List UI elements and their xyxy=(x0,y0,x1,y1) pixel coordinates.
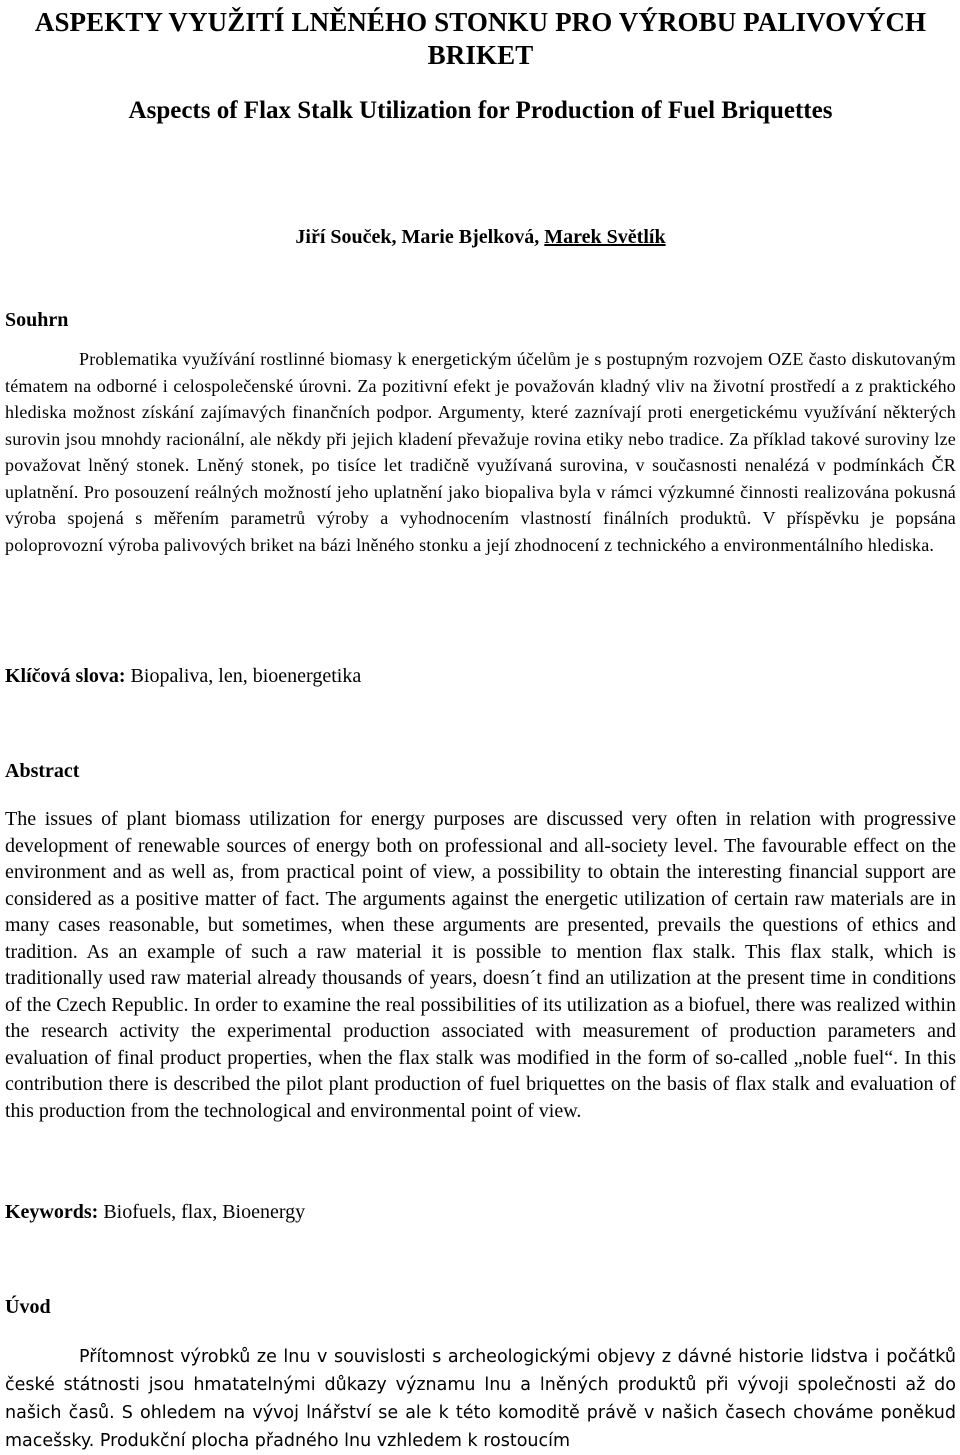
keywords-czech xyxy=(5,664,361,688)
authors-plain: Jiří Souček, Marie Bjelková, xyxy=(295,226,545,248)
title-czech: ASPEKTY VYUŽITÍ LNĚNÉHO STONKU PRO VÝROBU PALIVOVÝCH BRIKET xyxy=(34,7,927,70)
keywords-english-value: Biofuels, flax, Bioenergy xyxy=(98,1201,306,1223)
keywords-english xyxy=(5,1200,305,1224)
title-english: Aspects of Flax Stalk Utilization for Production of Fuel Briquettes xyxy=(128,97,833,124)
keywords-czech-value: Biopaliva, len, bioenergetika xyxy=(125,665,362,687)
author-list xyxy=(5,225,956,249)
souhrn-paragraph: Problematika využívání rostlinné biomasy k energetickým účelům je s postupným rozvojem OZE často diskutovaným tématem na odborné i celospolečenské úrovni. Za pozitivní efekt je považován kladný vliv na životní prostředí a z praktického hlediska možnost získání zajímavých finančních podpor. Argumenty, které zaznívají proti energetickému využívání některých surovin jsou mnohdy racionální, ale někdy při jejich kladení převažuje rovina etiky nebo tradice. Za příklad takové suroviny lze považovat lněný stonek. Lněný stonek, po tisíce let tradičně využívaná surovina, v současnosti nenalézá v podmínkách ČR uplatnění. Pro posouzení reálných možností jeho uplatnění jako biopaliva byla v rámci výzkumné činnosti realizována pokusná výroba spojená s měřením parametrů výroby a vyhodnocením vlastností finálních produktů. V příspěvku je popsána poloprovozní výroba palivových briket na bázi lněného stonku a její zhodnocení z technického a environmentálního hlediska. xyxy=(5,349,956,555)
uvod-paragraph: Přítomnost výrobků ze lnu v souvislosti s archeologickými objevy z dávné historie lidstva i počátků české státnosti jsou hmatatelnými důkazy významu lnu a lněných produktů při vývoji společnosti až do našich časů. S ohledem na vývoj lnářství se ale k této komoditě právě v našich časech chováme poněkud macešsky. Produkční plocha přadného lnu vzhledem k rostoucím xyxy=(5,1347,956,1451)
abstract-paragraph: The issues of plant biomass utilization for energy purposes are discussed very often in relation with progressive development of renewable sources of energy both on professional and all-society level. The favourable effect on the environment and as well as, from practical point of view, a possibility to obtain the interesting financial support are considered as a positive matter of fact. The arguments against the energetic utilization of certain raw materials are in many cases reasonable, but sometimes, when these arguments are presented, prevails the questions of ethics and tradition. As an example of such a raw material it is possible to mention flax stalk. This flax stalk, which is traditionally used raw material already thousands of years, doesn´t find an utilization at the present time in conditions of the Czech Republic. In order to examine the real possibilities of its utilization as a biofuel, there was realized within the research activity the experimental production associated with measurement of production parameters and evaluation of final product properties, when the flax stalk was modified in the form of so-called „noble fuel“. In this contribution there is described the pilot plant production of fuel briquettes on the basis of flax stalk and evaluation of this production from the technological and environmental point of view. xyxy=(5,808,956,1122)
abstract-heading: Abstract xyxy=(5,760,80,782)
keywords-czech-label: Klíčová slova: xyxy=(5,665,126,687)
uvod-heading: Úvod xyxy=(5,1296,51,1318)
souhrn-heading: Souhrn xyxy=(5,309,69,331)
corresponding-author: Marek Světlík xyxy=(544,226,666,248)
keywords-english-label: Keywords: xyxy=(5,1201,99,1223)
